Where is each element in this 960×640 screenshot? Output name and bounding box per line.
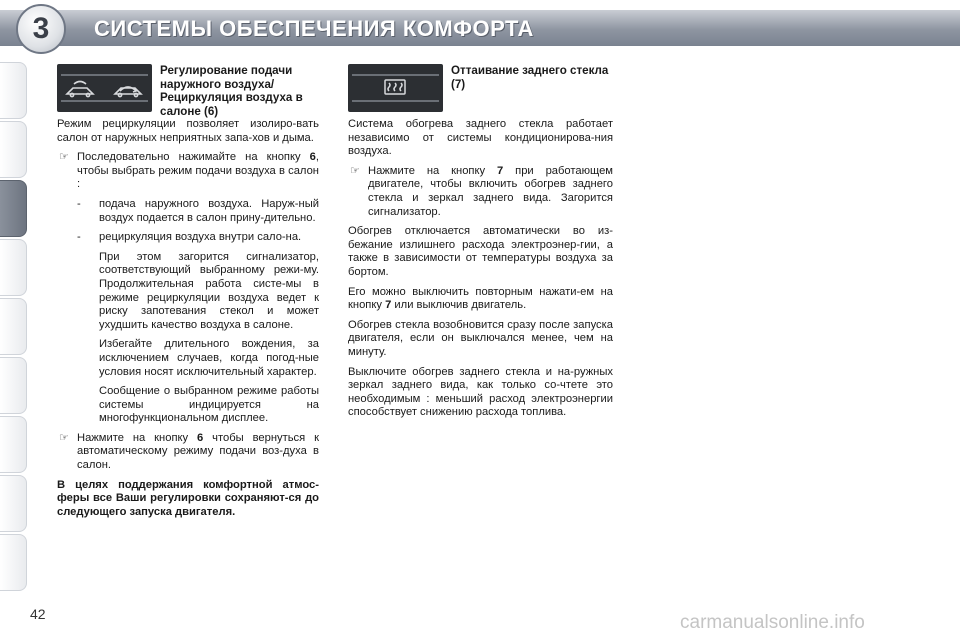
- side-tab-1[interactable]: [0, 62, 27, 119]
- left-para-3: Сообщение о выбранном режиме работы системы индицируется на многофункциональном дисплее.: [99, 385, 319, 425]
- right-para-1: Обогрев отключается автоматически во из-бежание излишнего расхода электроэнер-гии, а также в зависимости от температуры воздуха за бортом.: [348, 225, 613, 278]
- left-bullet-1: ☞ Последовательно нажимайте на кнопку 6, чтобы выбрать режим подачи воздуха в салон :: [59, 151, 319, 191]
- left-column: [57, 64, 319, 525]
- side-tab-3-active[interactable]: [0, 180, 27, 237]
- pointing-hand-icon: ☞: [59, 431, 70, 444]
- pointing-hand-icon: ☞: [350, 164, 361, 177]
- page-header: [0, 0, 960, 56]
- button-number: 7: [497, 164, 504, 177]
- rear-defrost-icon: [348, 64, 443, 112]
- page-number: 42: [30, 606, 46, 622]
- side-tab-5[interactable]: [0, 298, 27, 355]
- button-number: 7: [385, 299, 392, 312]
- right-heading: Оттаивание заднего стекла (7): [451, 64, 609, 91]
- chapter-number-badge: 3: [16, 4, 66, 54]
- right-para-4: Выключите обогрев заднего стекла и на-ружных зеркал заднего вида, как только со-чтете это необходимым : меньший расход электроэнергии способствует снижению расхода топлива.: [348, 365, 613, 419]
- button-number: 6: [197, 431, 204, 444]
- pointing-hand-icon: ☞: [59, 151, 70, 164]
- left-heading: Регулирование подачи наружного воздуха/ Рециркуляция воздуха в салоне (6): [160, 64, 303, 118]
- button-number: 6: [309, 151, 316, 164]
- left-para-1: При этом загорится сигнализатор, соответствующий выбранному режи-му. Продолжительная работа систе-мы в режиме рециркуляции воздуха ведет к риску запотевания стекол и может ухудшить качество воздуха в салоне.: [99, 250, 319, 331]
- right-bullet-1: ☞ Нажмите на кнопку 7 при работающем двигателе, чтобы включить обогрев заднего стекла и зеркал заднего вида. Загорится сигнализатор.: [350, 164, 614, 218]
- left-footer-note: В целях поддержания комфортной атмос-феры все Ваши регулировки сохраняют-ся до следующего запуска двигателя.: [57, 478, 319, 518]
- right-para-3: Обогрев стекла возобновится сразу после запуска двигателя, если он выключался менее, чем на минуту.: [348, 318, 613, 358]
- right-para-2: Его можно выключить повторным нажати-ем на кнопку 7 или выключив двигатель.: [348, 285, 613, 312]
- side-tab-6[interactable]: [0, 357, 27, 414]
- watermark: carmanualsonline.info: [680, 612, 865, 633]
- right-column: [348, 64, 613, 426]
- recirculation-button-image: [57, 64, 152, 112]
- side-tab-2[interactable]: [0, 121, 27, 178]
- side-tab-8[interactable]: [0, 475, 27, 532]
- side-tab-7[interactable]: [0, 416, 27, 473]
- side-tabs: [0, 62, 30, 593]
- side-tab-9[interactable]: [0, 534, 27, 591]
- right-intro: Система обогрева заднего стекла работает независимо от системы кондиционирова-ния воздуха.: [348, 118, 613, 158]
- left-dash-2: - рециркуляция воздуха внутри сало-на.: [77, 231, 302, 244]
- left-intro: Режим рециркуляции позволяет изолиро-вать салон от наружных неприятных запа-хов и дыма.: [57, 118, 319, 144]
- left-dash-1: - подача наружного воздуха. Наруж-ный воздух подается в салон прину-дительно.: [77, 197, 319, 224]
- chapter-title: СИСТЕМЫ ОБЕСПЕЧЕНИЯ КОМФОРТА: [94, 16, 534, 41]
- left-para-2: Избегайте длительного вождения, за исключением случаев, когда погод-ные условия носят исключительный характер.: [99, 338, 319, 378]
- side-tab-4[interactable]: [0, 239, 27, 296]
- rear-defrost-button-image: [348, 64, 443, 112]
- left-bullet-2: ☞ Нажмите на кнопку 6 чтобы вернуться к автоматическому режиму подачи воз-духа в салон.: [59, 431, 320, 472]
- recirculation-car-icon: [57, 64, 152, 112]
